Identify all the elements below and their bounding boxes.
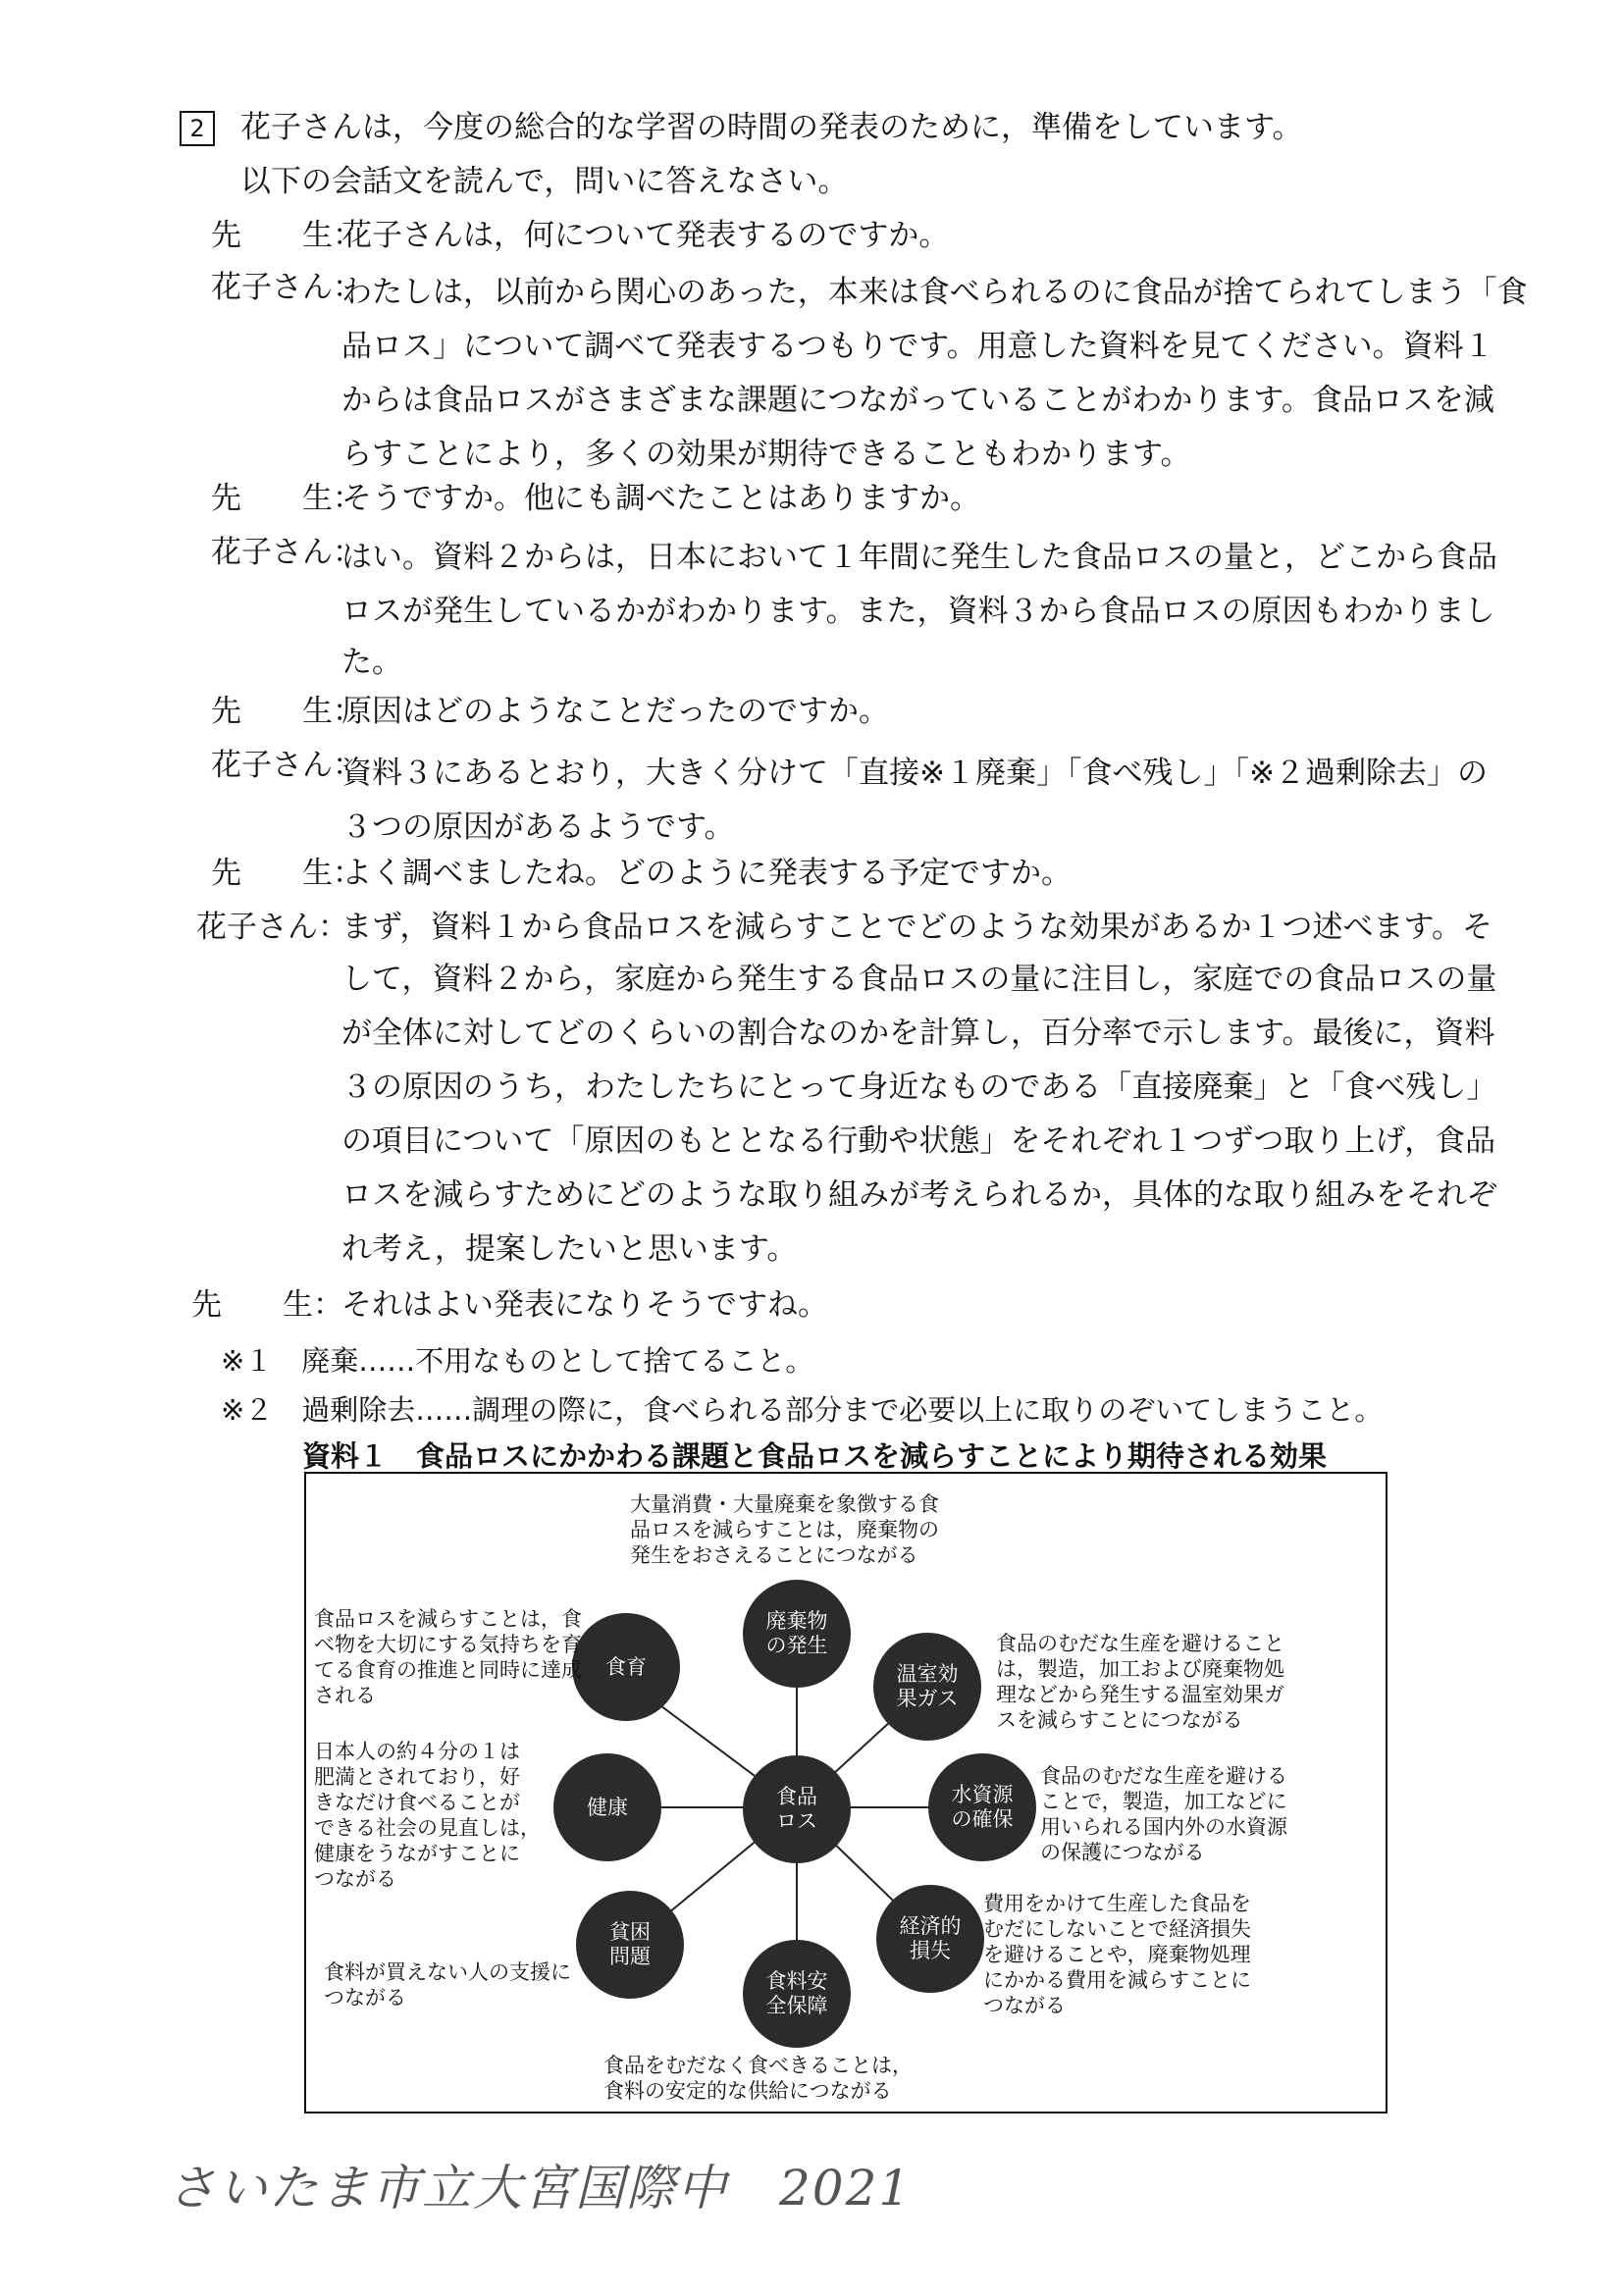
dialogue-line: の項目について「原因のもととなる行動や状態」をそれぞれ１つずつ取り上げ，食品 xyxy=(341,1123,1496,1159)
speaker-hanako: 花子さん： xyxy=(211,535,363,570)
node-food-loss: 食品 ロス xyxy=(743,1755,851,1863)
speaker-hanako: 花子さん： xyxy=(196,910,348,945)
dialogue-line: わたしは，以前から関心のあった，本来は食べられるのに食品が捨てられてしまう「食 xyxy=(341,275,1528,310)
handwritten-signature: さいたま市立大宮国際中 2021 xyxy=(167,2160,913,2217)
node-greenhouse-gas: 温室効 果ガス xyxy=(873,1633,981,1741)
desc-poverty: 食料が買えない人の支援に つながる xyxy=(324,1960,571,2009)
dialogue-line: まず，資料１から食品ロスを減らすことでどのような効果があるか１つ述べます。そ xyxy=(341,910,1493,945)
dialogue-line: ３つの原因があるようです。 xyxy=(341,809,735,845)
node-health: 健康 xyxy=(553,1753,661,1861)
speaker-hanako: 花子さん： xyxy=(211,270,363,305)
desc-water-resources: 食品のむだな生産を避ける ことで，製造，加工などに 用いられる国内外の水資源 の保護につながる xyxy=(1040,1764,1287,1864)
dialogue-line: 原因はどのようなことだったのですか。 xyxy=(341,694,889,729)
node-economic-loss: 経済的 損失 xyxy=(876,1885,984,1993)
speaker-teacher: 先 生： xyxy=(191,1287,343,1323)
node-water-resources: 水資源 の確保 xyxy=(928,1753,1036,1861)
footnote-1: ※１ 廃棄……不用なものとして捨てること。 xyxy=(221,1344,814,1378)
desc-waste: 大量消費・大量廃棄を象徴する食 品ロスを減らすことは，廃棄物の 発生をおさえることにつながる xyxy=(630,1492,939,1567)
desc-health: 日本人の約４分の１は 肥満とされており，好 きなだけ食べることが できる社会の見直しは， 健康をうながすことに つながる xyxy=(314,1740,541,1891)
desc-greenhouse-gas: 食品のむだな生産を避けること は，製造，加工および廃棄物処 理などから発生する温室効果ガ スを減らすことにつながる xyxy=(996,1632,1284,1732)
speaker-teacher: 先 生： xyxy=(211,856,363,891)
desc-food-education: 食品ロスを減らすことは，食 べ物を大切にする気持ちを育 てる食育の推進と同時に達成 される xyxy=(314,1607,582,1707)
speaker-hanako: 花子さん： xyxy=(211,748,363,783)
dialogue-line: よく調べましたね。どのように発表する予定ですか。 xyxy=(341,856,1072,891)
intro-line-1: 花子さんは，今度の総合的な学習の時間の発表のために，準備をしています。 xyxy=(240,110,1303,145)
desc-food-security: 食品をむだなく食べきることは， 食料の安定的な供給につながる xyxy=(603,2054,913,2103)
speaker-teacher: 先 生： xyxy=(211,694,363,729)
intro-line-2: 以下の会話文を読んで，問いに答えなさい。 xyxy=(240,164,849,199)
dialogue-line: 花子さんは，何について発表するのですか。 xyxy=(341,218,950,253)
dialogue-line: して，資料２から，家庭から発生する食品ロスの量に注目し，家庭での食品ロスの量 xyxy=(341,962,1497,997)
node-poverty: 貧困 問題 xyxy=(576,1891,684,1999)
dialogue-line: ３の原因のうち，わたしたちにとって身近なものである「直接廃棄」と「食べ残し」 xyxy=(341,1070,1497,1105)
footnote-2: ※２ 過剰除去……調理の際に，食べられる部分まで必要以上に取りのぞいてしまうこと。 xyxy=(221,1393,1384,1427)
dialogue-line: ロスを減らすためにどのような取り組みが考えられるか，具体的な取り組みをそれぞ xyxy=(341,1177,1497,1213)
speaker-teacher: 先 生： xyxy=(211,481,363,516)
node-food-security: 食料安 全保障 xyxy=(743,1940,851,2048)
problem-number: 2 xyxy=(180,111,215,146)
dialogue-line: そうですか。他にも調べたことはありますか。 xyxy=(341,481,980,516)
desc-economic-loss: 費用をかけて生産した食品を むだにしないことで経済損失 を避けることや，廃棄物処理 にかかる費用を減らすことに つながる xyxy=(983,1892,1251,2017)
dialogue-line: 品ロス」について調べて発表するつもりです。用意した資料を見てください。資料１ xyxy=(341,329,1494,364)
dialogue-line: はい。資料２からは，日本において１年間に発生した食品ロスの量と，どこから食品 xyxy=(341,540,1497,575)
diagram-frame xyxy=(304,1472,1387,2113)
dialogue-line: た。 xyxy=(341,645,402,680)
dialogue-line: それはよい発表になりそうですね。 xyxy=(341,1287,828,1323)
dialogue-line: れ考え，提案したいと思います。 xyxy=(341,1231,798,1267)
dialogue-line: からは食品ロスがさまざまな課題につながっていることがわかります。食品ロスを減 xyxy=(341,383,1494,418)
dialogue-line: が全体に対してどのくらいの割合なのかを計算し，百分率で示します。最後に，資料 xyxy=(341,1016,1495,1051)
speaker-teacher: 先 生： xyxy=(211,218,363,253)
node-waste: 廃棄物 の発生 xyxy=(743,1580,851,1688)
figure-caption: 資料１ 食品ロスにかかわる課題と食品ロスを減らすことにより期待される効果 xyxy=(302,1439,1328,1473)
dialogue-line: らすことにより，多くの効果が期待できることもわかります。 xyxy=(341,437,1191,472)
dialogue-line: 資料３にあるとおり，大きく分けて「直接※１廃棄」「食べ残し」「※２過剰除去」の xyxy=(341,756,1488,791)
dialogue-line: ロスが発生しているかがわかります。また，資料３から食品ロスの原因もわかりまし xyxy=(341,594,1495,629)
node-food-education: 食育 xyxy=(572,1613,680,1721)
